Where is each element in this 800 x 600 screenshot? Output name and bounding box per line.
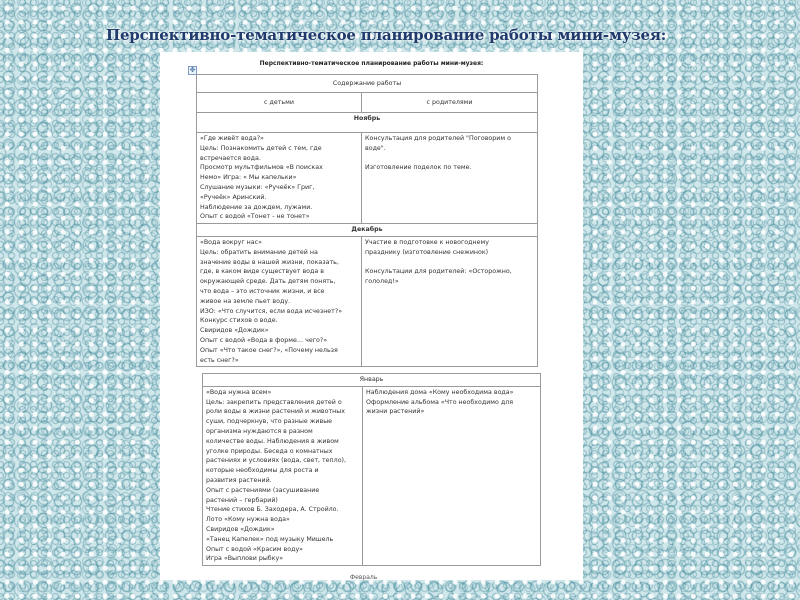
document-heading: Перспективно-тематическое планирование работы мини-музея: <box>259 60 484 67</box>
text-line: Оформление альбома «Что необходимо для <box>366 398 514 406</box>
text-line: «Ручеёк» Аринский. <box>200 193 267 201</box>
text-line: окружающей среде. Дать детям понять, <box>200 278 336 286</box>
text-line: которые необходимы для роста и <box>206 467 319 475</box>
text-line: растений – гербарий) <box>206 496 278 504</box>
text-line: значение воды в нашей жизни, показать, <box>200 258 339 266</box>
text-line <box>365 154 534 164</box>
table-header-content: Содержание работы <box>197 75 538 93</box>
text-line: где, в каком виде существует вода в <box>200 268 324 276</box>
text-line: Свиридов «Дождик» <box>206 525 275 533</box>
text-line: Лото «Кому нужна вода» <box>206 516 290 524</box>
text-line: есть снег?» <box>200 356 239 364</box>
december-parents-cell <box>362 236 538 366</box>
text-line: Опыт с водой «Красим воду» <box>206 545 304 553</box>
document-page <box>160 52 583 580</box>
planning-table-continued <box>202 373 541 566</box>
text-line: Конкурс стихов о воде. <box>200 317 278 325</box>
december-children-cell <box>197 236 362 366</box>
planning-table <box>196 74 538 367</box>
text-line: организма нуждаются в разном <box>206 427 313 435</box>
text-line: празднику (изготовление снежинок) <box>365 248 489 256</box>
month-row-january: Январь <box>203 374 541 387</box>
text-line: Наблюдение за дождем, лужами. <box>200 203 313 211</box>
text-line: гололед!» <box>365 278 399 286</box>
slide-title: Перспективно-тематическое планирование работы мини-музея: <box>106 26 667 44</box>
text-line: «Вода вокруг нас» <box>200 238 262 246</box>
text-line: Цель: Познакомить детей с тем, где <box>200 144 322 152</box>
text-line: живое на земле пьет воду. <box>200 297 291 305</box>
month-row-november: Ноябрь <box>197 113 538 133</box>
text-line: встречается вода. <box>200 154 261 162</box>
text-line: жизни растений» <box>366 408 425 416</box>
text-line: Изготовление поделок по теме. <box>365 164 472 172</box>
text-line: Опыт с водой «Тонет - не тонет» <box>200 213 310 221</box>
text-line: Опыт с растениями (засушивание <box>206 486 320 494</box>
january-parents-cell <box>363 386 541 565</box>
text-line: Цель: закрепить представления детей о <box>206 398 342 406</box>
text-line: Опыт «Что такое снег?», «Почему нельзя <box>200 346 338 354</box>
text-line: Немо» Игра: « Мы капельки» <box>200 174 297 182</box>
text-line: уголке природы. Беседа о комнатных <box>206 447 333 455</box>
column-header-children: с детьми <box>197 93 362 113</box>
text-line: Консультация для родителей "Поговорим о <box>365 135 511 142</box>
month-row-february-cutoff: Февраль <box>350 574 378 581</box>
text-line: что вода – это источник жизни, и все <box>200 287 325 295</box>
text-line: растениях и условиях (вода, свет, тепло), <box>206 457 347 465</box>
text-line: Слушание музыки: «Ручеёк» Григ, <box>200 183 315 191</box>
text-line: воде". <box>365 144 386 152</box>
text-line: Свиридов «Дождик» <box>200 327 269 335</box>
text-line: «Вода нужна всем» <box>206 388 272 396</box>
month-row-december: Декабрь <box>197 224 538 237</box>
column-header-parents: с родителями <box>362 93 538 113</box>
text-line: развития растений. <box>206 476 272 484</box>
text-line: Чтение стихов Б. Заходера, А. Стройло. <box>206 506 339 514</box>
november-children-cell <box>197 133 362 224</box>
text-line: ИЗО: «Что случится, если вода исчезнет?» <box>200 307 343 315</box>
text-line <box>365 258 534 268</box>
text-line: «Танец Капелек» под музыку Мишель <box>206 535 334 543</box>
text-line: Участие в подготовке к новогоднему <box>365 238 489 246</box>
text-line: количестве воды. Наблюдения в живом <box>206 437 339 445</box>
text-line: Игра «Выплови рыбку» <box>206 555 284 563</box>
table-move-handle-icon[interactable]: ✥ <box>189 66 196 74</box>
text-line: Наблюдения дома «Кому необходима вода» <box>366 388 514 396</box>
november-parents-cell <box>362 133 538 224</box>
text-line: Просмотр мультфильмов «В поисках <box>200 164 323 172</box>
text-line: Консультации для родителей: «Осторожно, <box>365 268 512 276</box>
text-line: Опыт с водой «Вода в форме… чего?» <box>200 336 328 344</box>
text-line: «Где живёт вода?» <box>200 135 264 142</box>
text-line: суши, подчеркнув, что разные живые <box>206 418 333 426</box>
text-line: роли воды в жизни растений и животных <box>206 408 345 416</box>
january-children-cell <box>203 386 363 565</box>
text-line: Цель: обратить внимание детей на <box>200 248 318 256</box>
